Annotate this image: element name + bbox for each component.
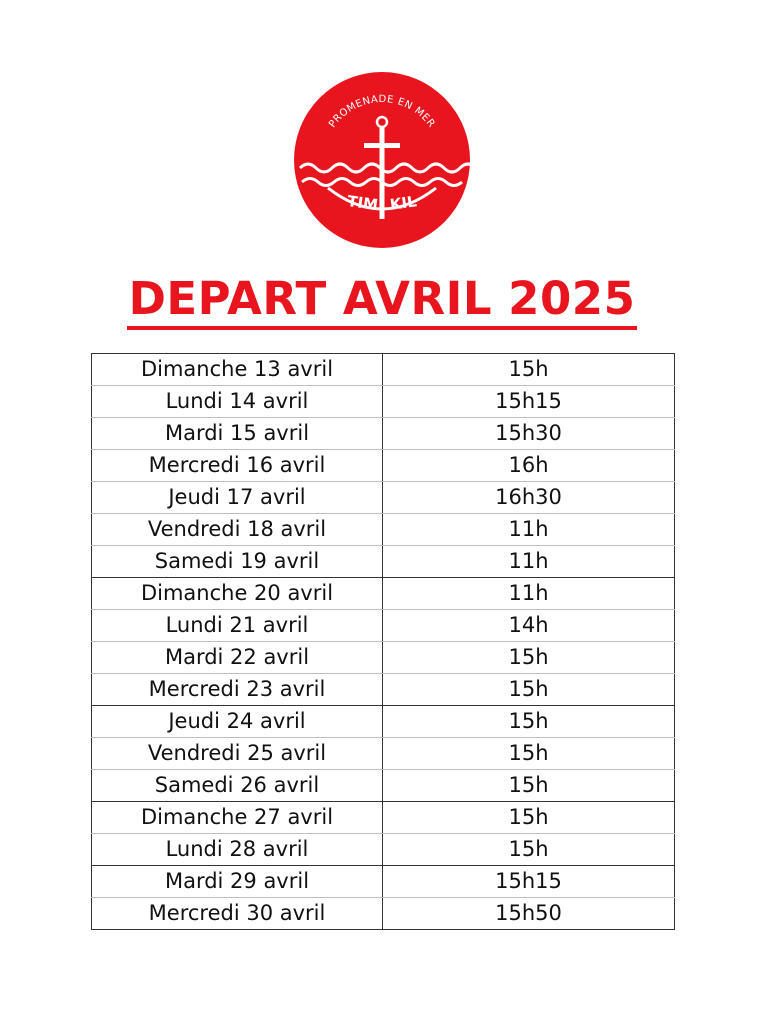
day-cell: Lundi 21 avril (92, 610, 383, 642)
day-cell: Dimanche 13 avril (92, 354, 383, 386)
time-cell: 15h (383, 802, 675, 834)
time-cell: 15h (383, 674, 675, 706)
day-cell: Mardi 22 avril (92, 642, 383, 674)
schedule-table (91, 353, 675, 930)
table-row (92, 802, 675, 834)
page-title (0, 272, 764, 330)
time-cell: 15h15 (383, 386, 675, 418)
day-cell: Jeudi 24 avril (92, 706, 383, 738)
time-cell: 15h30 (383, 418, 675, 450)
day-cell: Samedi 26 avril (92, 770, 383, 802)
day-cell: Samedi 19 avril (92, 546, 383, 578)
anchor-shank (380, 127, 385, 219)
table-row (92, 482, 675, 514)
day-cell: Mercredi 16 avril (92, 450, 383, 482)
day-cell: Dimanche 20 avril (92, 578, 383, 610)
table-row (92, 578, 675, 610)
time-cell: 15h (383, 354, 675, 386)
anchor-stock (364, 143, 400, 148)
time-cell: 11h (383, 546, 675, 578)
day-cell: Mardi 29 avril (92, 866, 383, 898)
time-cell: 16h (383, 450, 675, 482)
table-row (92, 546, 675, 578)
logo-word-right: KIL (388, 192, 418, 214)
time-cell: 15h (383, 770, 675, 802)
table-row (92, 834, 675, 866)
table-row (92, 354, 675, 386)
day-cell: Vendredi 18 avril (92, 514, 383, 546)
table-row (92, 514, 675, 546)
day-cell: Vendredi 25 avril (92, 738, 383, 770)
table-row (92, 706, 675, 738)
timkil-logo (292, 70, 472, 250)
day-cell: Mercredi 23 avril (92, 674, 383, 706)
time-cell: 11h (383, 578, 675, 610)
time-cell: 11h (383, 514, 675, 546)
table-row (92, 450, 675, 482)
time-cell: 15h (383, 706, 675, 738)
logo-word-left: TIM (346, 191, 380, 215)
logo-graphic (292, 70, 472, 250)
table-row (92, 770, 675, 802)
day-cell: Dimanche 27 avril (92, 802, 383, 834)
table-row (92, 610, 675, 642)
day-cell: Mercredi 30 avril (92, 898, 383, 930)
table-row (92, 738, 675, 770)
time-cell: 15h50 (383, 898, 675, 930)
time-cell: 14h (383, 610, 675, 642)
logo-arc-text: PROMENADE EN MER (327, 94, 437, 130)
time-cell: 15h (383, 834, 675, 866)
table-row (92, 386, 675, 418)
day-cell: Lundi 28 avril (92, 834, 383, 866)
page-title-text: DEPART AVRIL 2025 (127, 272, 638, 330)
time-cell: 15h (383, 738, 675, 770)
table-row (92, 866, 675, 898)
day-cell: Mardi 15 avril (92, 418, 383, 450)
table-row (92, 674, 675, 706)
day-cell: Jeudi 17 avril (92, 482, 383, 514)
time-cell: 15h (383, 642, 675, 674)
table-row (92, 418, 675, 450)
time-cell: 16h30 (383, 482, 675, 514)
time-cell: 15h15 (383, 866, 675, 898)
day-cell: Lundi 14 avril (92, 386, 383, 418)
table-row (92, 642, 675, 674)
table-row (92, 898, 675, 930)
schedule-body (92, 354, 675, 930)
